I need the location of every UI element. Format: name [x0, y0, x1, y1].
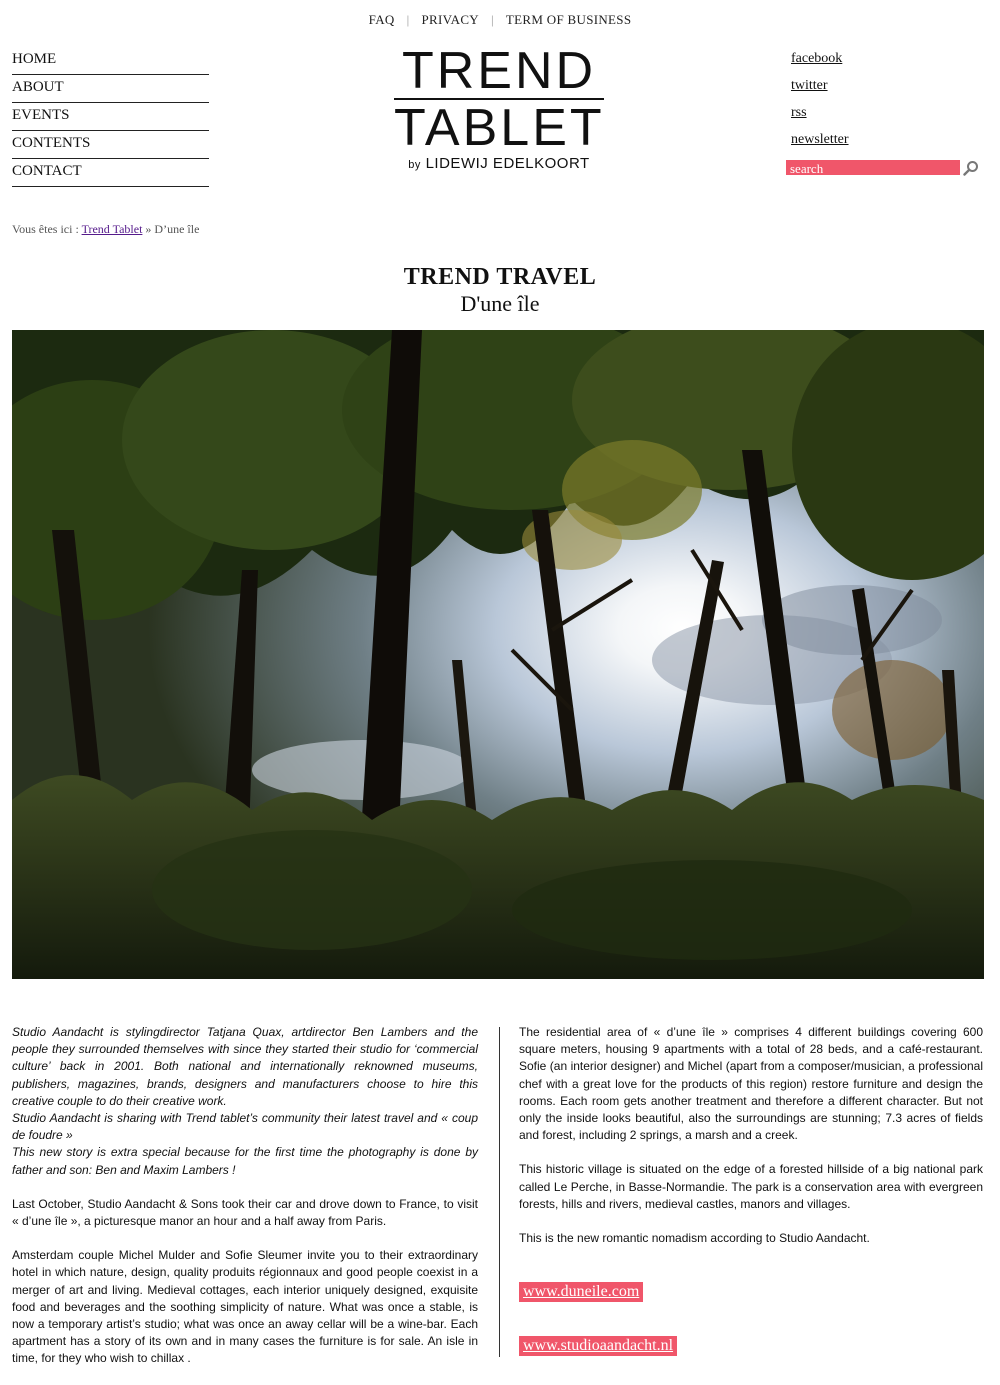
- terms-link[interactable]: TERM OF BUSINESS: [505, 12, 632, 27]
- duneile-link[interactable]: www.duneile.com: [519, 1282, 643, 1302]
- logo-author: LIDEWIJ EDELKOORT: [425, 155, 590, 172]
- search-bar: [786, 160, 960, 175]
- forest-image: [12, 330, 984, 979]
- logo-by: by: [408, 159, 421, 171]
- site-logo[interactable]: [394, 42, 605, 172]
- breadcrumb-separator: »: [145, 222, 152, 236]
- article-left-column: [12, 1024, 478, 1385]
- nav-item-contents[interactable]: CONTENTS: [12, 132, 209, 159]
- breadcrumb: [12, 222, 199, 237]
- nav-item-about[interactable]: ABOUT: [12, 76, 209, 103]
- article-kicker: TREND TRAVEL: [403, 264, 597, 290]
- logo-byline: [394, 155, 604, 172]
- breadcrumb-home-link[interactable]: Trend Tablet: [81, 222, 143, 236]
- social-nav: [791, 48, 991, 156]
- article-header: [0, 264, 1000, 318]
- breadcrumb-prefix: Vous êtes ici :: [12, 222, 79, 236]
- nav-item-home[interactable]: HOME: [12, 48, 209, 75]
- logo-line-2: TABLET: [394, 99, 605, 157]
- privacy-link[interactable]: PRIVACY: [421, 12, 479, 27]
- main-nav: [12, 48, 209, 188]
- intro-paragraph: Studio Aandacht is sharing with Trend tablet’s community their latest travel and « coup de foudre »: [12, 1111, 478, 1143]
- top-utility-nav: [0, 12, 1000, 28]
- breadcrumb-current: D’une île: [154, 222, 200, 236]
- hero-photo: [12, 330, 984, 979]
- logo-line-1: TREND: [394, 46, 604, 100]
- studioaandacht-link[interactable]: www.studioaandacht.nl: [519, 1336, 677, 1356]
- body-paragraph: This is the new romantic nomadism according to Studio Aandacht.: [519, 1231, 870, 1246]
- nav-item-contact[interactable]: CONTACT: [12, 160, 209, 187]
- twitter-link[interactable]: twitter: [791, 78, 828, 93]
- nav-item-events[interactable]: EVENTS: [12, 104, 209, 131]
- column-divider: [499, 1027, 500, 1357]
- article-title: D'une île: [460, 291, 540, 316]
- body-paragraph: This historic village is situated on the edge of a forested hillside of a big national park called Le Perche, in Basse-Normandie. The park is a conservation area with evergreen forests, hills and rivers, medieval castles, manors and villages.: [519, 1162, 983, 1211]
- separator: |: [406, 12, 410, 27]
- body-paragraph: Last October, Studio Aandacht & Sons took their car and drove down to France, to visit « d’une île », a picturesque manor an hour and a half away from Paris.: [12, 1196, 478, 1229]
- article-right-column: [519, 1024, 983, 1264]
- article-intro: [12, 1024, 478, 1179]
- intro-paragraph: Studio Aandacht is stylingdirector Tatjana Quax, artdirector Ben Lambers and the people they surrounded themselves with since they started their studio for ‘commercial culture’ back in 2001. Both national and internationally reknowned museums, publishers, magazines, brands, designers and manufacturers choose to hire this creative couple to do their creative work.: [12, 1025, 478, 1108]
- body-paragraph: Amsterdam couple Michel Mulder and Sofie Sleumer invite you to their extraordinary hotel in which nature, design, quality produits régionnaux and good people coexist in a merger of art and living. Medieval cottages, each interior uniquely designed, exquisite food and beverages and the soothing simplicity of nature. What was once a stable, is now a temporary artist’s studio; what was once an away cellar will be a wine-bar. Each apartment has a story of its own and in many cases the furniture is for sale. An isle in time, for they who wish to chillax .: [12, 1248, 478, 1366]
- search-input[interactable]: [786, 162, 950, 177]
- search-icon[interactable]: [963, 160, 979, 176]
- intro-paragraph: This new story is extra special because for the first time the photography is done by father and son: Ben and Maxim Lambers !: [12, 1145, 478, 1177]
- rss-link[interactable]: rss: [791, 105, 807, 120]
- facebook-link[interactable]: facebook: [791, 51, 843, 66]
- separator: |: [491, 12, 494, 27]
- body-paragraph: The residential area of « d’une île » comprises 4 different buildings covering 600 square meters, housing 9 apartments with a total of 28 beds, and a café-restaurant. Sofie (an interior designer) and Michel (apart from a composer/musician, a professional chef with a great love for the products of this region) restore furniture and design the rooms. Each room gets another treatment and therefore a different character. But not only the inside looks beautiful, also the surroundings are stunning; 7.3 acres of fields and forest, including 2 springs, a marsh and a creek.: [519, 1025, 983, 1143]
- faq-link[interactable]: FAQ: [368, 12, 395, 27]
- newsletter-link[interactable]: newsletter: [791, 132, 849, 147]
